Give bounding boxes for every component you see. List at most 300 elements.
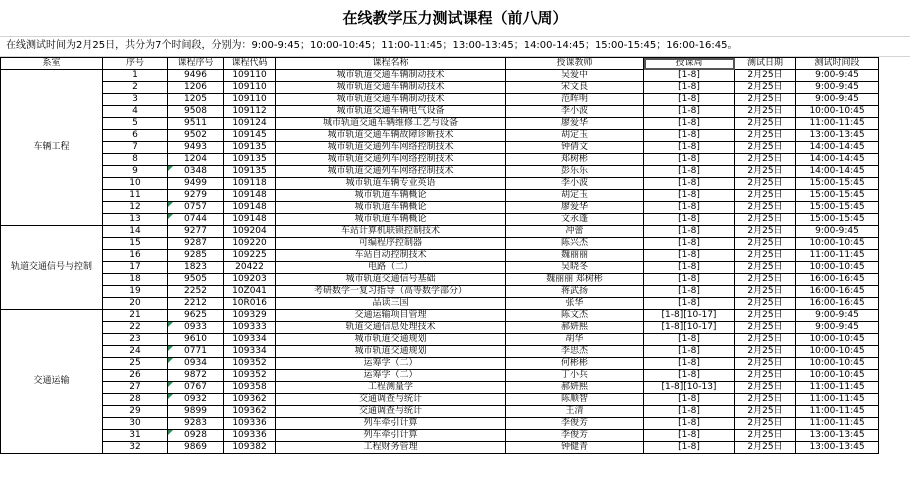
weeks-cell[interactable]: [1-8] — [644, 430, 735, 442]
weeks-cell[interactable]: [1-8] — [644, 358, 735, 370]
weeks-cell[interactable]: [1-8] — [644, 106, 735, 118]
table-row — [1, 190, 879, 202]
test-date-cell[interactable]: 2月25日 — [735, 250, 796, 262]
weeks-cell[interactable]: [1-8] — [644, 286, 735, 298]
time-slot-cell[interactable]: 16:00-16:45 — [796, 286, 879, 298]
header-test-date[interactable]: 测试日期 — [735, 58, 796, 70]
course-name-cell[interactable]: 交通调查与统计 — [276, 406, 506, 418]
test-date-cell[interactable]: 2月25日 — [735, 442, 796, 454]
course-seq-cell[interactable]: 9279 — [168, 190, 224, 202]
course-code-cell[interactable]: 109329 — [224, 310, 276, 322]
course-seq-cell[interactable]: 9283 — [168, 418, 224, 430]
test-date-cell[interactable]: 2月25日 — [735, 190, 796, 202]
course-name-cell[interactable]: 城市轨道交通车辆电气设备 — [276, 106, 506, 118]
number-cell[interactable]: 7 — [103, 142, 168, 154]
course-code-cell[interactable]: 109112 — [224, 106, 276, 118]
weeks-cell[interactable]: [1-8] — [644, 178, 735, 190]
number-cell[interactable]: 4 — [103, 106, 168, 118]
course-name-cell[interactable]: 城市轨道交通信号基础 — [276, 274, 506, 286]
course-code-cell[interactable]: 20422 — [224, 262, 276, 274]
course-name-cell[interactable]: 城市轨道车辆专业英语 — [276, 178, 506, 190]
number-cell[interactable]: 22 — [103, 322, 168, 334]
course-seq-cell[interactable]: 0348 — [168, 166, 224, 178]
number-cell[interactable]: 8 — [103, 154, 168, 166]
teacher-cell[interactable]: 何彬彬 — [506, 358, 644, 370]
course-code-cell[interactable]: 109148 — [224, 190, 276, 202]
teacher-cell[interactable]: 吴爱中 — [506, 70, 644, 82]
time-slot-cell[interactable]: 15:00-15:45 — [796, 190, 879, 202]
weeks-cell[interactable]: [1-8] — [644, 238, 735, 250]
number-cell[interactable]: 23 — [103, 334, 168, 346]
weeks-cell[interactable]: [1-8] — [644, 214, 735, 226]
test-date-cell[interactable]: 2月25日 — [735, 262, 796, 274]
course-code-cell[interactable]: 109148 — [224, 214, 276, 226]
time-slot-cell[interactable]: 16:00-16:45 — [796, 298, 879, 310]
table-row — [1, 142, 879, 154]
table-row — [1, 82, 879, 94]
time-slot-cell[interactable]: 11:00-11:45 — [796, 406, 879, 418]
weeks-cell[interactable]: [1-8] — [644, 298, 735, 310]
time-slot-cell[interactable]: 15:00-15:45 — [796, 202, 879, 214]
course-code-cell[interactable]: 10Z041 — [224, 286, 276, 298]
number-cell[interactable]: 15 — [103, 238, 168, 250]
time-slot-cell[interactable]: 10:00-10:45 — [796, 238, 879, 250]
course-name-cell[interactable]: 城市轨道交通车辆维修工艺与设备 — [276, 118, 506, 130]
course-seq-cell[interactable]: 9285 — [168, 250, 224, 262]
course-code-cell[interactable]: 109362 — [224, 394, 276, 406]
course-code-cell[interactable]: 109124 — [224, 118, 276, 130]
number-cell[interactable]: 29 — [103, 406, 168, 418]
test-date-cell[interactable]: 2月25日 — [735, 238, 796, 250]
number-cell[interactable]: 28 — [103, 394, 168, 406]
table-row — [1, 370, 879, 382]
weeks-cell[interactable]: [1-8] — [644, 70, 735, 82]
test-date-cell[interactable]: 2月25日 — [735, 334, 796, 346]
time-slot-cell[interactable]: 11:00-11:45 — [796, 250, 879, 262]
number-cell[interactable]: 3 — [103, 94, 168, 106]
number-cell[interactable]: 30 — [103, 418, 168, 430]
course-code-cell[interactable]: 109352 — [224, 370, 276, 382]
weeks-cell[interactable]: [1-8] — [644, 166, 735, 178]
teacher-cell[interactable]: 宋文良 — [506, 82, 644, 94]
course-seq-cell[interactable]: 0933 — [168, 322, 224, 334]
time-slot-cell[interactable]: 9:00-9:45 — [796, 70, 879, 82]
table-row — [1, 382, 879, 394]
course-name-cell[interactable]: 城市轨道车辆概论 — [276, 214, 506, 226]
time-slot-cell[interactable]: 16:00-16:45 — [796, 274, 879, 286]
course-seq-cell[interactable]: 9869 — [168, 442, 224, 454]
number-cell[interactable]: 12 — [103, 202, 168, 214]
time-slot-cell[interactable]: 15:00-15:45 — [796, 178, 879, 190]
course-name-cell[interactable]: 交通运输项目管理 — [276, 310, 506, 322]
teacher-cell[interactable]: 胡定玉 — [506, 130, 644, 142]
test-date-cell[interactable]: 2月25日 — [735, 298, 796, 310]
time-slot-cell[interactable]: 10:00-10:45 — [796, 106, 879, 118]
header-row — [1, 58, 879, 70]
teacher-cell[interactable]: 郝妍熙 — [506, 382, 644, 394]
number-cell[interactable]: 27 — [103, 382, 168, 394]
course-seq-cell[interactable]: 0771 — [168, 346, 224, 358]
test-date-cell[interactable]: 2月25日 — [735, 214, 796, 226]
table-row — [1, 250, 879, 262]
table-row — [1, 238, 879, 250]
weeks-cell[interactable]: [1-8] — [644, 226, 735, 238]
course-seq-cell[interactable]: 9505 — [168, 274, 224, 286]
table-row — [1, 358, 879, 370]
test-date-cell[interactable]: 2月25日 — [735, 118, 796, 130]
course-code-cell[interactable]: 109358 — [224, 382, 276, 394]
weeks-cell[interactable]: [1-8][10-13] — [644, 382, 735, 394]
course-seq-cell[interactable]: 9502 — [168, 130, 224, 142]
test-date-cell[interactable]: 2月25日 — [735, 370, 796, 382]
course-code-cell[interactable]: 109110 — [224, 94, 276, 106]
course-code-cell[interactable]: 109334 — [224, 346, 276, 358]
test-date-cell[interactable]: 2月25日 — [735, 106, 796, 118]
number-cell[interactable]: 10 — [103, 178, 168, 190]
time-slot-cell[interactable]: 10:00-10:45 — [796, 334, 879, 346]
time-slot-cell[interactable]: 11:00-11:45 — [796, 394, 879, 406]
weeks-cell[interactable]: [1-8] — [644, 154, 735, 166]
course-name-cell[interactable]: 运筹学（二） — [276, 358, 506, 370]
course-seq-cell[interactable]: 0757 — [168, 202, 224, 214]
number-cell[interactable]: 17 — [103, 262, 168, 274]
teacher-cell[interactable]: 蒋武扬 — [506, 286, 644, 298]
test-date-cell[interactable]: 2月25日 — [735, 178, 796, 190]
number-cell[interactable]: 2 — [103, 82, 168, 94]
course-name-cell[interactable]: 城市轨道交通规划 — [276, 334, 506, 346]
time-slot-cell[interactable]: 11:00-11:45 — [796, 382, 879, 394]
teacher-cell[interactable]: 彭乐乐 — [506, 166, 644, 178]
time-slot-cell[interactable]: 11:00-11:45 — [796, 418, 879, 430]
course-table — [0, 57, 879, 454]
course-name-cell[interactable]: 工程财务管理 — [276, 442, 506, 454]
time-slot-cell[interactable]: 11:00-11:45 — [796, 118, 879, 130]
table-row — [1, 118, 879, 130]
teacher-cell[interactable]: 范晖明 — [506, 94, 644, 106]
weeks-cell[interactable]: [1-8][10-17] — [644, 322, 735, 334]
header-course-seq[interactable]: 课程序号 — [168, 58, 224, 70]
number-cell[interactable]: 21 — [103, 310, 168, 322]
header-weeks[interactable]: 授课周 — [644, 58, 735, 70]
time-slot-cell[interactable]: 13:00-13:45 — [796, 430, 879, 442]
course-seq-cell[interactable]: 9493 — [168, 142, 224, 154]
teacher-cell[interactable]: 李思杰 — [506, 346, 644, 358]
header-course-name[interactable]: 课程名称 — [276, 58, 506, 70]
table-row — [1, 286, 879, 298]
course-name-cell[interactable]: 城市轨道交通车辆故障诊断技术 — [276, 130, 506, 142]
header-teacher[interactable]: 授课教师 — [506, 58, 644, 70]
time-slot-cell[interactable]: 14:00-14:45 — [796, 142, 879, 154]
course-seq-cell[interactable]: 2252 — [168, 286, 224, 298]
table-row — [1, 298, 879, 310]
test-date-cell[interactable]: 2月25日 — [735, 202, 796, 214]
course-name-cell[interactable]: 可编程序控制器 — [276, 238, 506, 250]
course-code-cell[interactable]: 109148 — [224, 202, 276, 214]
number-cell[interactable]: 24 — [103, 346, 168, 358]
test-date-cell[interactable]: 2月25日 — [735, 430, 796, 442]
course-code-cell[interactable]: 109362 — [224, 406, 276, 418]
course-name-cell[interactable]: 城市轨道交通规划 — [276, 346, 506, 358]
time-slot-cell[interactable]: 15:00-15:45 — [796, 214, 879, 226]
test-date-cell[interactable]: 2月25日 — [735, 94, 796, 106]
time-slot-cell[interactable]: 10:00-10:45 — [796, 262, 879, 274]
course-seq-cell[interactable]: 9499 — [168, 178, 224, 190]
course-code-cell[interactable]: 109204 — [224, 226, 276, 238]
test-date-cell[interactable]: 2月25日 — [735, 70, 796, 82]
weeks-cell[interactable]: [1-8] — [644, 370, 735, 382]
course-seq-cell[interactable]: 9610 — [168, 334, 224, 346]
course-seq-cell[interactable]: 0744 — [168, 214, 224, 226]
course-seq-cell[interactable]: 9899 — [168, 406, 224, 418]
table-row — [1, 430, 879, 442]
header-time-slot[interactable]: 测试时间段 — [796, 58, 879, 70]
department-cell[interactable]: 车辆工程 — [1, 70, 103, 226]
header-course-code[interactable]: 课程代码 — [224, 58, 276, 70]
course-seq-cell[interactable]: 9287 — [168, 238, 224, 250]
teacher-cell[interactable]: 钟倩文 — [506, 142, 644, 154]
weeks-cell[interactable]: [1-8] — [644, 346, 735, 358]
course-name-cell[interactable]: 品读三国 — [276, 298, 506, 310]
table-row — [1, 406, 879, 418]
course-code-cell[interactable]: 109110 — [224, 70, 276, 82]
course-name-cell[interactable]: 考研数学一复习指导（高等数学部分） — [276, 286, 506, 298]
test-date-cell[interactable]: 2月25日 — [735, 406, 796, 418]
teacher-cell[interactable]: 李小波 — [506, 106, 644, 118]
time-slot-cell[interactable]: 9:00-9:45 — [796, 226, 879, 238]
page-title: 在线教学压力测试课程（前八周） — [0, 0, 910, 37]
test-date-cell[interactable]: 2月25日 — [735, 310, 796, 322]
test-date-cell[interactable]: 2月25日 — [735, 142, 796, 154]
course-seq-cell[interactable]: 9277 — [168, 226, 224, 238]
test-date-cell[interactable]: 2月25日 — [735, 382, 796, 394]
test-date-cell[interactable]: 2月25日 — [735, 418, 796, 430]
test-date-cell[interactable]: 2月25日 — [735, 322, 796, 334]
course-name-cell[interactable]: 运筹学（二） — [276, 370, 506, 382]
number-cell[interactable]: 16 — [103, 250, 168, 262]
time-slot-cell[interactable]: 9:00-9:45 — [796, 310, 879, 322]
department-cell[interactable]: 轨道交通信号与控制 — [1, 226, 103, 310]
time-slot-cell[interactable]: 10:00-10:45 — [796, 346, 879, 358]
weeks-cell[interactable]: [1-8] — [644, 94, 735, 106]
test-date-cell[interactable]: 2月25日 — [735, 166, 796, 178]
teacher-cell[interactable]: 文永蓬 — [506, 214, 644, 226]
teacher-cell[interactable]: 陈文杰 — [506, 310, 644, 322]
department-cell[interactable]: 交通运输 — [1, 310, 103, 454]
course-seq-cell[interactable]: 9625 — [168, 310, 224, 322]
time-slot-cell[interactable]: 14:00-14:45 — [796, 166, 879, 178]
table-row — [1, 178, 879, 190]
course-code-cell[interactable]: 109352 — [224, 358, 276, 370]
course-code-cell[interactable]: 109135 — [224, 154, 276, 166]
number-cell[interactable]: 11 — [103, 190, 168, 202]
time-slot-cell[interactable]: 10:00-10:45 — [796, 370, 879, 382]
test-date-cell[interactable]: 2月25日 — [735, 82, 796, 94]
teacher-cell[interactable]: 陈兴杰 — [506, 238, 644, 250]
table-row — [1, 334, 879, 346]
table-row — [1, 442, 879, 454]
number-cell[interactable]: 18 — [103, 274, 168, 286]
weeks-cell[interactable]: [1-8] — [644, 118, 735, 130]
teacher-cell[interactable]: 钟健青 — [506, 442, 644, 454]
course-name-cell[interactable]: 轨道交通信息处理技术 — [276, 322, 506, 334]
course-code-cell[interactable]: 109336 — [224, 430, 276, 442]
course-code-cell[interactable]: 109334 — [224, 334, 276, 346]
teacher-cell[interactable]: 丁小兵 — [506, 370, 644, 382]
time-slot-cell[interactable]: 13:00-13:45 — [796, 442, 879, 454]
number-cell[interactable]: 9 — [103, 166, 168, 178]
course-name-cell[interactable]: 城市轨道交通列车网络控制技术 — [276, 166, 506, 178]
course-code-cell[interactable]: 109135 — [224, 166, 276, 178]
course-name-cell[interactable]: 城市轨道交通车辆制动技术 — [276, 82, 506, 94]
course-seq-cell[interactable]: 1823 — [168, 262, 224, 274]
course-name-cell[interactable]: 城市轨道交通车辆制动技术 — [276, 94, 506, 106]
number-cell[interactable]: 6 — [103, 130, 168, 142]
number-cell[interactable]: 25 — [103, 358, 168, 370]
course-code-cell[interactable]: 109382 — [224, 442, 276, 454]
weeks-cell[interactable]: [1-8] — [644, 334, 735, 346]
table-row — [1, 226, 879, 238]
course-seq-cell[interactable]: 9508 — [168, 106, 224, 118]
course-name-cell[interactable]: 交通调查与统计 — [276, 394, 506, 406]
course-seq-cell[interactable]: 1206 — [168, 82, 224, 94]
weeks-cell[interactable]: [1-8] — [644, 442, 735, 454]
course-name-cell[interactable]: 城市轨道交通列车网络控制技术 — [276, 142, 506, 154]
test-date-cell[interactable]: 2月25日 — [735, 154, 796, 166]
course-name-cell[interactable]: 电路（二） — [276, 262, 506, 274]
course-seq-cell[interactable]: 9511 — [168, 118, 224, 130]
course-code-cell[interactable]: 109145 — [224, 130, 276, 142]
course-seq-cell[interactable]: 1205 — [168, 94, 224, 106]
teacher-cell[interactable]: 胡华 — [506, 334, 644, 346]
teacher-cell[interactable]: 魏丽丽 郑树彬 — [506, 274, 644, 286]
course-code-cell[interactable]: 109118 — [224, 178, 276, 190]
test-date-cell[interactable]: 2月25日 — [735, 346, 796, 358]
weeks-cell[interactable]: [1-8] — [644, 130, 735, 142]
course-name-cell[interactable]: 工程测量学 — [276, 382, 506, 394]
course-code-cell[interactable]: 109135 — [224, 142, 276, 154]
course-seq-cell[interactable]: 1204 — [168, 154, 224, 166]
table-row — [1, 262, 879, 274]
time-slot-cell[interactable]: 9:00-9:45 — [796, 322, 879, 334]
test-date-cell[interactable]: 2月25日 — [735, 286, 796, 298]
course-code-cell[interactable]: 109336 — [224, 418, 276, 430]
teacher-cell[interactable]: 李俊芳 — [506, 418, 644, 430]
number-cell[interactable]: 20 — [103, 298, 168, 310]
number-cell[interactable]: 5 — [103, 118, 168, 130]
course-name-cell[interactable]: 城市轨道交通车辆制动技术 — [276, 70, 506, 82]
weeks-cell[interactable]: [1-8] — [644, 190, 735, 202]
number-cell[interactable]: 1 — [103, 70, 168, 82]
weeks-cell[interactable]: [1-8] — [644, 406, 735, 418]
course-name-cell[interactable]: 车站计算机联锁控制技术 — [276, 226, 506, 238]
test-date-cell[interactable]: 2月25日 — [735, 394, 796, 406]
test-date-cell[interactable]: 2月25日 — [735, 130, 796, 142]
weeks-cell[interactable]: [1-8] — [644, 142, 735, 154]
weeks-cell[interactable]: [1-8] — [644, 274, 735, 286]
course-name-cell[interactable]: 城市轨道车辆概论 — [276, 190, 506, 202]
teacher-cell[interactable]: 魏丽丽 — [506, 250, 644, 262]
course-seq-cell[interactable]: 9872 — [168, 370, 224, 382]
number-cell[interactable]: 13 — [103, 214, 168, 226]
test-date-cell[interactable]: 2月25日 — [735, 226, 796, 238]
weeks-cell[interactable]: [1-8] — [644, 82, 735, 94]
course-code-cell[interactable]: 109225 — [224, 250, 276, 262]
weeks-cell[interactable]: [1-8] — [644, 394, 735, 406]
course-code-cell[interactable]: 109220 — [224, 238, 276, 250]
weeks-cell[interactable]: [1-8] — [644, 262, 735, 274]
teacher-cell[interactable]: 冲蕾 — [506, 226, 644, 238]
teacher-cell[interactable]: 王清 — [506, 406, 644, 418]
number-cell[interactable]: 14 — [103, 226, 168, 238]
table-row — [1, 418, 879, 430]
course-code-cell[interactable]: 109110 — [224, 82, 276, 94]
time-slot-cell[interactable]: 9:00-9:45 — [796, 94, 879, 106]
course-name-cell[interactable]: 城市轨道交通列车网络控制技术 — [276, 154, 506, 166]
table-row — [1, 106, 879, 118]
table-row — [1, 130, 879, 142]
teacher-cell[interactable]: 李小波 — [506, 178, 644, 190]
teacher-cell[interactable]: 廖爱华 — [506, 118, 644, 130]
weeks-cell[interactable]: [1-8][10-17] — [644, 310, 735, 322]
teacher-cell[interactable]: 张华 — [506, 298, 644, 310]
time-slot-cell[interactable]: 14:00-14:45 — [796, 154, 879, 166]
time-slot-cell[interactable]: 9:00-9:45 — [796, 82, 879, 94]
course-name-cell[interactable]: 城市轨道车辆概论 — [276, 202, 506, 214]
course-name-cell[interactable]: 列车牵引计算 — [276, 430, 506, 442]
test-date-cell[interactable]: 2月25日 — [735, 358, 796, 370]
course-code-cell[interactable]: 10R016 — [224, 298, 276, 310]
teacher-cell[interactable]: 李俊芳 — [506, 430, 644, 442]
test-date-cell[interactable]: 2月25日 — [735, 274, 796, 286]
test-schedule-notice: 在线测试时间为2月25日，共分为7个时间段，分别为：9:00-9:45；10:00-10:45；11:00-11:45；13:00-13:45；14:00-14:45；15:00-15:45；16:00-16:45。 — [0, 36, 910, 57]
course-seq-cell[interactable]: 0932 — [168, 394, 224, 406]
number-cell[interactable]: 26 — [103, 370, 168, 382]
teacher-cell[interactable]: 廖爱华 — [506, 202, 644, 214]
course-seq-cell[interactable]: 0934 — [168, 358, 224, 370]
course-seq-cell[interactable]: 0928 — [168, 430, 224, 442]
time-slot-cell[interactable]: 10:00-10:45 — [796, 358, 879, 370]
teacher-cell[interactable]: 陈顺智 — [506, 394, 644, 406]
table-row — [1, 202, 879, 214]
header-number[interactable]: 序号 — [103, 58, 168, 70]
header-department[interactable]: 系室 — [1, 58, 103, 70]
number-cell[interactable]: 32 — [103, 442, 168, 454]
course-code-cell[interactable]: 109333 — [224, 322, 276, 334]
teacher-cell[interactable]: 吴晓冬 — [506, 262, 644, 274]
number-cell[interactable]: 31 — [103, 430, 168, 442]
table-row — [1, 322, 879, 334]
weeks-cell[interactable]: [1-8] — [644, 418, 735, 430]
table-row — [1, 214, 879, 226]
teacher-cell[interactable]: 郝妍熙 — [506, 322, 644, 334]
table-row — [1, 70, 879, 82]
table-row — [1, 166, 879, 178]
course-seq-cell[interactable]: 9496 — [168, 70, 224, 82]
time-slot-cell[interactable]: 13:00-13:45 — [796, 130, 879, 142]
table-row — [1, 154, 879, 166]
teacher-cell[interactable]: 胡定玉 — [506, 190, 644, 202]
weeks-cell[interactable]: [1-8] — [644, 250, 735, 262]
table-row — [1, 94, 879, 106]
course-seq-cell[interactable]: 2212 — [168, 298, 224, 310]
course-seq-cell[interactable]: 0767 — [168, 382, 224, 394]
weeks-cell[interactable]: [1-8] — [644, 202, 735, 214]
course-name-cell[interactable]: 列车牵引计算 — [276, 418, 506, 430]
course-code-cell[interactable]: 109203 — [224, 274, 276, 286]
course-name-cell[interactable]: 车站自动控制技术 — [276, 250, 506, 262]
number-cell[interactable]: 19 — [103, 286, 168, 298]
teacher-cell[interactable]: 郑树彬 — [506, 154, 644, 166]
